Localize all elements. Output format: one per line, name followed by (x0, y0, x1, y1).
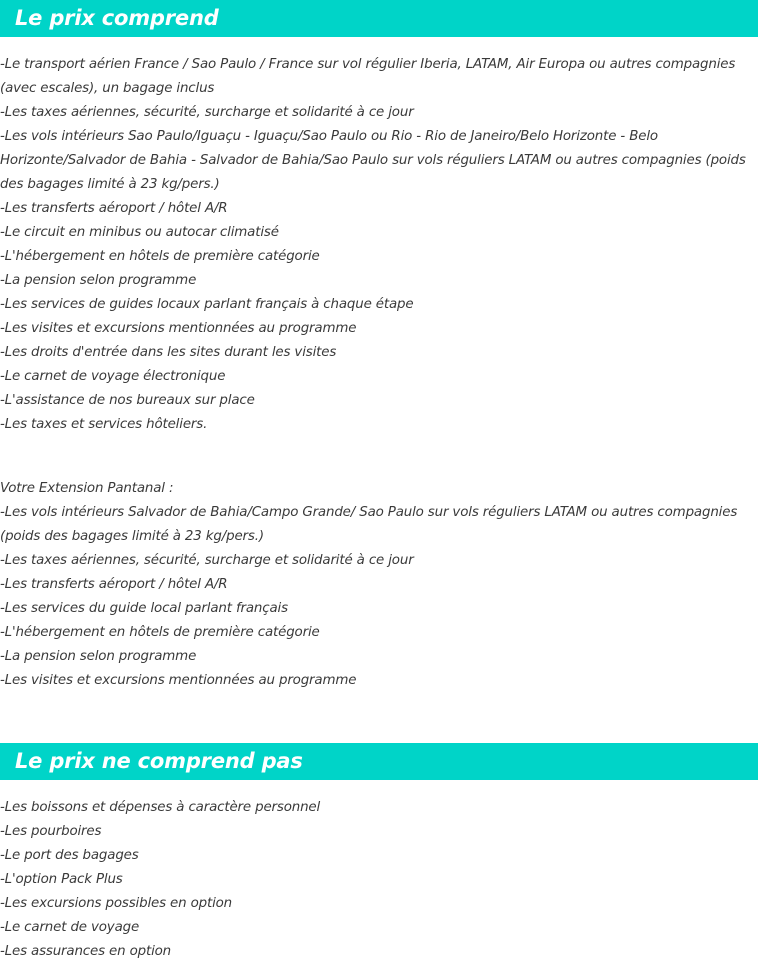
list-item: -Les vols intérieurs Salvador de Bahia/Campo Grande/ Sao Paulo sur vols réguliers LATAM ou autres compagnies (poids des bagages limité à 23 kg/pers.) (0, 505, 738, 544)
includes-list (0, 53, 758, 437)
list-item: -Les visites et excursions mentionnées au programme (0, 321, 357, 336)
list-item: -Les taxes aériennes, sécurité, surcharge et solidarité à ce jour (0, 105, 414, 120)
list-item: -Le carnet de voyage (0, 920, 140, 935)
list-item: -L'option Pack Plus (0, 872, 123, 887)
list-item: -Les droits d'entrée dans les sites durant les visites (0, 345, 337, 360)
list-item: -Les visites et excursions mentionnées au programme (0, 673, 357, 688)
list-item: -Les boissons et dépenses à caractère personnel (0, 800, 321, 815)
section-header-excludes (0, 743, 758, 780)
list-item: -Les taxes aériennes, sécurité, surcharge et solidarité à ce jour (0, 553, 414, 568)
list-item: -L'assistance de nos bureaux sur place (0, 393, 255, 408)
list-item: -La pension selon programme (0, 273, 197, 288)
section-title-excludes: Le prix ne comprend pas (15, 749, 303, 773)
list-item: -Le carnet de voyage électronique (0, 369, 226, 384)
list-item: -Les pourboires (0, 824, 102, 839)
list-item: -Le transport aérien France / Sao Paulo / France sur vol régulier Iberia, LATAM, Air Europa ou autres compagnies (avec escales), un bagage inclus (0, 57, 736, 96)
section-header-includes (0, 0, 758, 37)
list-item: -Les assurances en option (0, 944, 172, 959)
list-item: -Les services de guides locaux parlant français à chaque étape (0, 297, 414, 312)
list-item: -Les vols intérieurs Sao Paulo/Iguaçu - Iguaçu/Sao Paulo ou Rio - Rio de Janeiro/Belo Horizonte - Belo Horizonte/Salvador de Bahia - Salvador de Bahia/Sao Paulo sur vols réguliers LATAM ou autres compagnies (poids des bagages limité à 23 kg/pers.) (0, 129, 746, 192)
list-item: -La pension selon programme (0, 649, 197, 664)
list-item: -L'hébergement en hôtels de première catégorie (0, 625, 320, 640)
list-item: -L'hébergement en hôtels de première catégorie (0, 249, 320, 264)
list-item: -Les taxes et services hôteliers. (0, 417, 208, 432)
section-title-includes: Le prix comprend (15, 6, 219, 30)
list-item: -Les services du guide local parlant français (0, 601, 288, 616)
pantanal-extension (0, 477, 758, 693)
excludes-list (0, 796, 758, 964)
list-item: -Les transferts aéroport / hôtel A/R (0, 201, 228, 216)
list-item: -Le circuit en minibus ou autocar climatisé (0, 225, 279, 240)
list-item: -Les transferts aéroport / hôtel A/R (0, 577, 228, 592)
list-item: -Les excursions possibles en option (0, 896, 233, 911)
pantanal-heading: Votre Extension Pantanal : (0, 481, 174, 496)
list-item: -Le port des bagages (0, 848, 139, 863)
